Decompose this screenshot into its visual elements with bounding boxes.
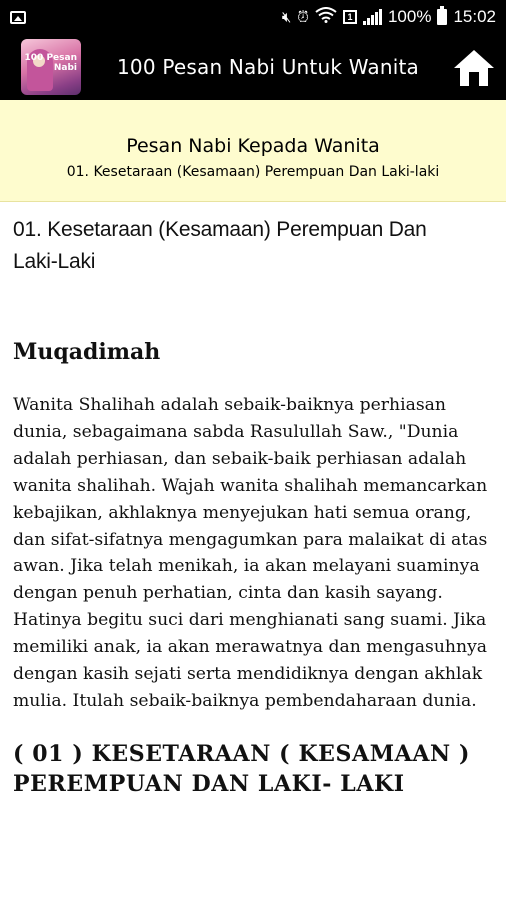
- battery-icon: [437, 9, 447, 25]
- data-icon: 1: [343, 10, 357, 24]
- app-logo[interactable]: [21, 39, 81, 95]
- section2-heading-line1: ( 01 ) KESETARAAN ( KESAMAAN ): [13, 740, 470, 767]
- section-heading: Muqadimah: [13, 339, 161, 365]
- logo-text: 100 Pesan Nabi: [24, 53, 77, 73]
- home-button[interactable]: [452, 48, 496, 88]
- battery-percent: 100%: [387, 7, 432, 26]
- app-bar: [0, 34, 506, 100]
- status-bar: [0, 0, 506, 34]
- clock: 15:02: [453, 7, 496, 26]
- section2-heading-line2: PEREMPUAN DAN LAKI- LAKI: [13, 770, 405, 797]
- signal-icon: [363, 9, 382, 25]
- header-subtitle: 01. Kesetaraan (Kesamaan) Perempuan Dan Laki-laki: [66, 164, 440, 180]
- chapter-header: [0, 100, 506, 202]
- article-content: [13, 214, 493, 799]
- image-icon: [10, 11, 26, 24]
- home-icon: [452, 48, 496, 88]
- app-title: 100 Pesan Nabi Untuk Wanita: [117, 55, 419, 79]
- article-paragraph: Wanita Shalihah adalah sebaik-baiknya perhiasan dunia, sebagaimana sabda Rasulullah Saw., "Dunia adalah perhiasan, dan sebaik-baik perhiasan adalah wanita shalihah. Wajah wanita shalihah memancarkan kebajikan, akhlaknya menyejukan hati semua orang, dan sifat-sifatnya mengagumkan para malaikat di atas awan. Jika telah menikah, ia akan melayani suaminya dengan penuh perhatian, cinta dan kasih sayang. Hatinya begitu suci dari menghianati sang suami. Jika memiliki anak, ia akan merawatnya dan mengasuhnya dengan kasih sejati serta mendidiknya dengan akhlak mulia. Itulah sebaik-baiknya pembendaharaan dunia.: [13, 395, 488, 711]
- header-title: Pesan Nabi Kepada Wanita: [126, 135, 380, 157]
- alarm-icon: ⏰︎: [297, 8, 309, 26]
- mute-icon: 🔇︎: [281, 8, 292, 26]
- article-title: 01. Kesetaraan (Kesamaan) Perempuan Dan Laki-Laki: [13, 218, 427, 273]
- wifi-icon: [315, 7, 337, 28]
